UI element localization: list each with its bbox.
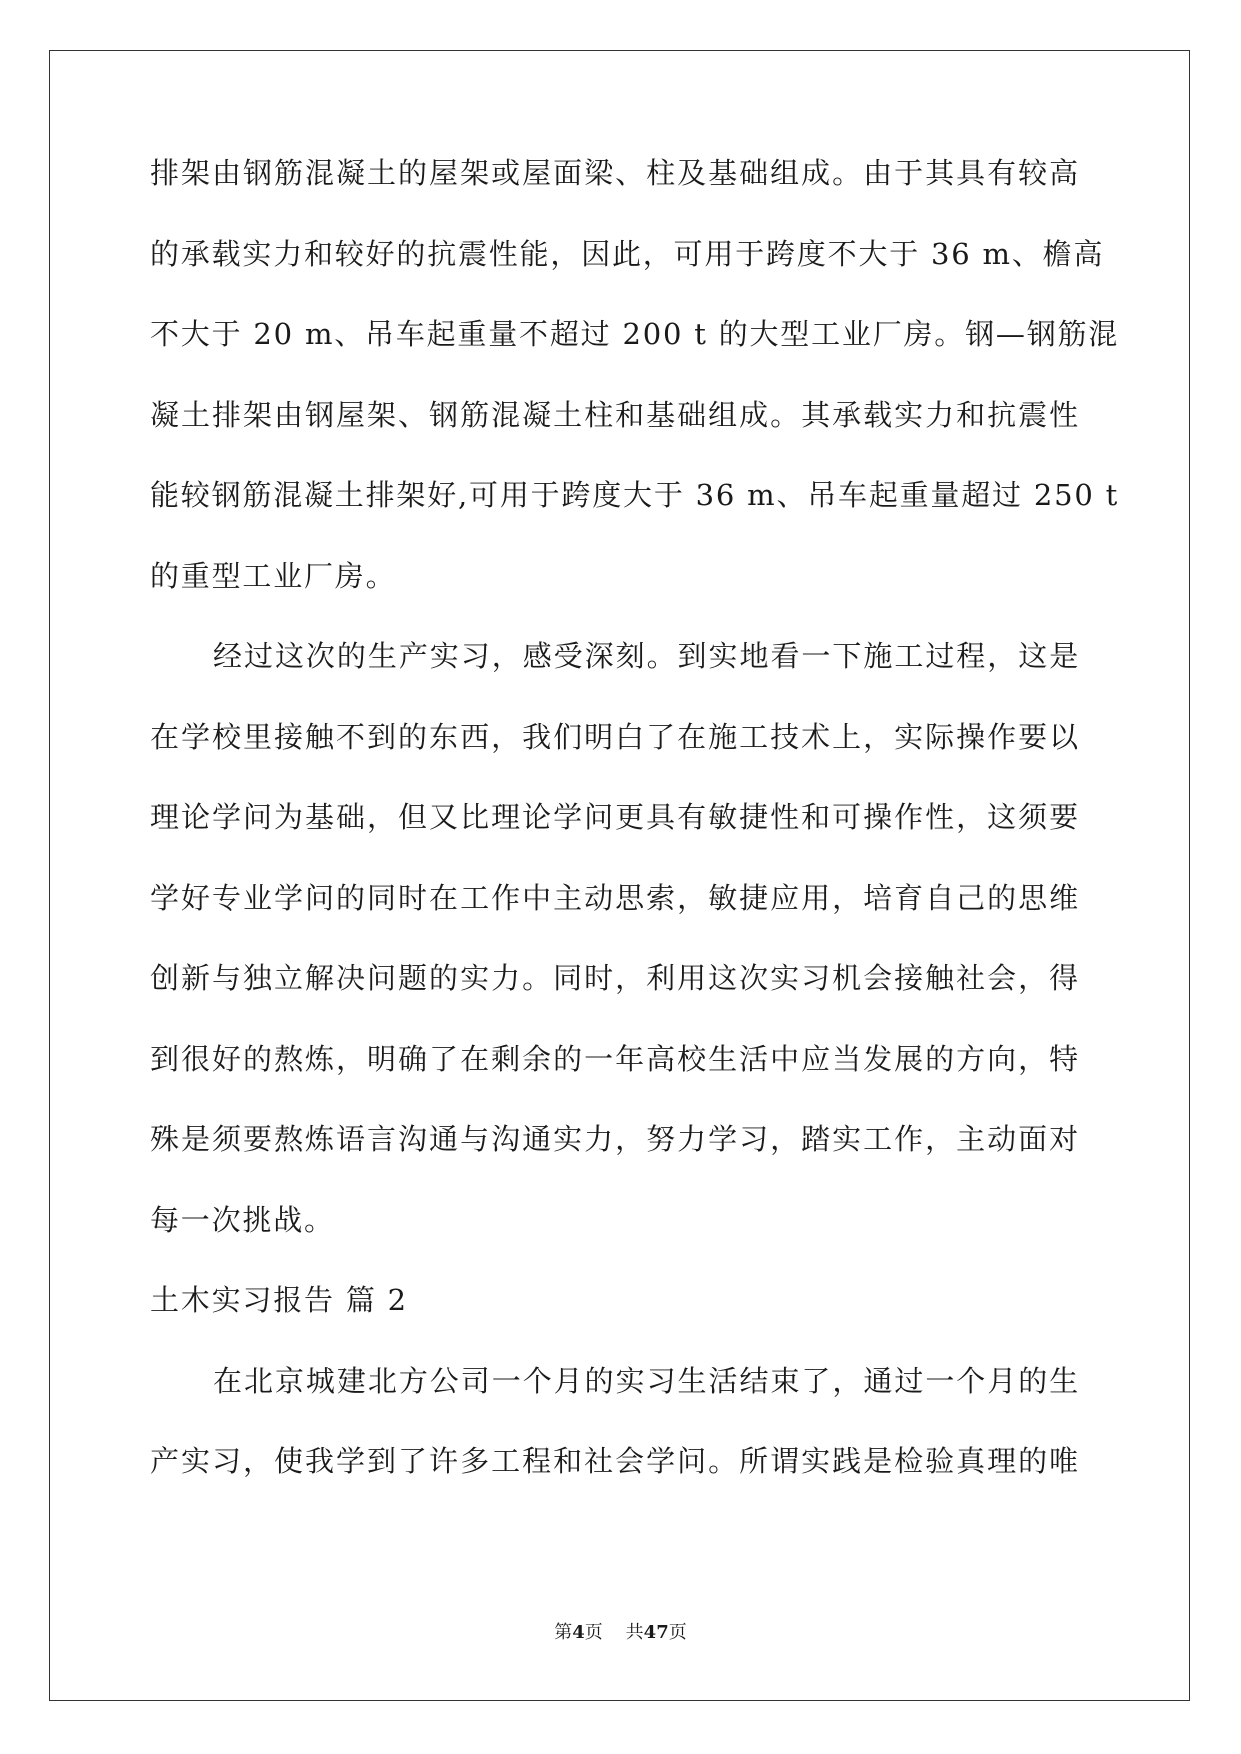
text-line: 殊是须要熬炼语言沟通与沟通实力，努力学习，踏实工作，主动面对 [150,1122,1080,1156]
text-line: 学好专业学问的同时在工作中主动思索，敏捷应用，培育自己的思维 [150,880,1080,915]
page-footer [0,1618,1241,1644]
text-line: 凝土排架由钢屋架、钢筋混凝土柱和基础组成。其承载实力和抗震性 [150,397,1080,432]
text-line: 产实习，使我学到了许多工程和社会学问。所谓实践是检验真理的唯 [150,1444,1080,1478]
text-line-indented: 在北京城建北方公司一个月的实习生活结束了，通过一个月的生 [213,1363,1080,1398]
text-line: 到很好的熬炼，明确了在剩余的一年高校生活中应当发展的方向，特 [150,1041,1080,1076]
footer-total-pages: 47 [643,1622,669,1643]
footer-prefix: 第 [554,1622,573,1643]
text-line: 在学校里接触不到的东西，我们明白了在施工技术上，实际操作要以 [150,719,1080,754]
text-line-indented: 经过这次的生产实习，感受深刻。到实地看一下施工过程，这是 [213,639,1080,673]
text-line: 排架由钢筋混凝土的屋架或屋面梁、柱及基础组成。由于其具有较高 [150,156,1080,190]
text-line: 理论学问为基础，但又比理论学问更具有敏捷性和可操作性，这须要 [150,800,1080,834]
section-heading: 土木实习报告 篇 2 [150,1283,408,1317]
text-line: 不大于 20 m、吊车起重量不超过 200 t 的大型工业厂房。钢—钢筋混 [150,317,1120,351]
text-line: 能较钢筋混凝土排架好,可用于跨度大于 36 m、吊车起重量超过 250 t [150,478,1120,512]
document-body [150,155,1120,1524]
text-line: 的重型工业厂房。 [150,558,397,593]
footer-total-unit: 页 [668,1622,687,1643]
text-line: 每一次挑战。 [150,1202,335,1237]
footer-page-number: 4 [572,1622,585,1643]
text-line: 创新与独立解决问题的实力。同时，利用这次实习机会接触社会，得 [150,961,1080,995]
text-line: 的承载实力和较好的抗震性能，因此，可用于跨度不大于 36 m、檐高 [150,236,1105,271]
footer-page-unit: 页 [584,1622,603,1643]
footer-total-prefix: 共 [625,1622,644,1643]
